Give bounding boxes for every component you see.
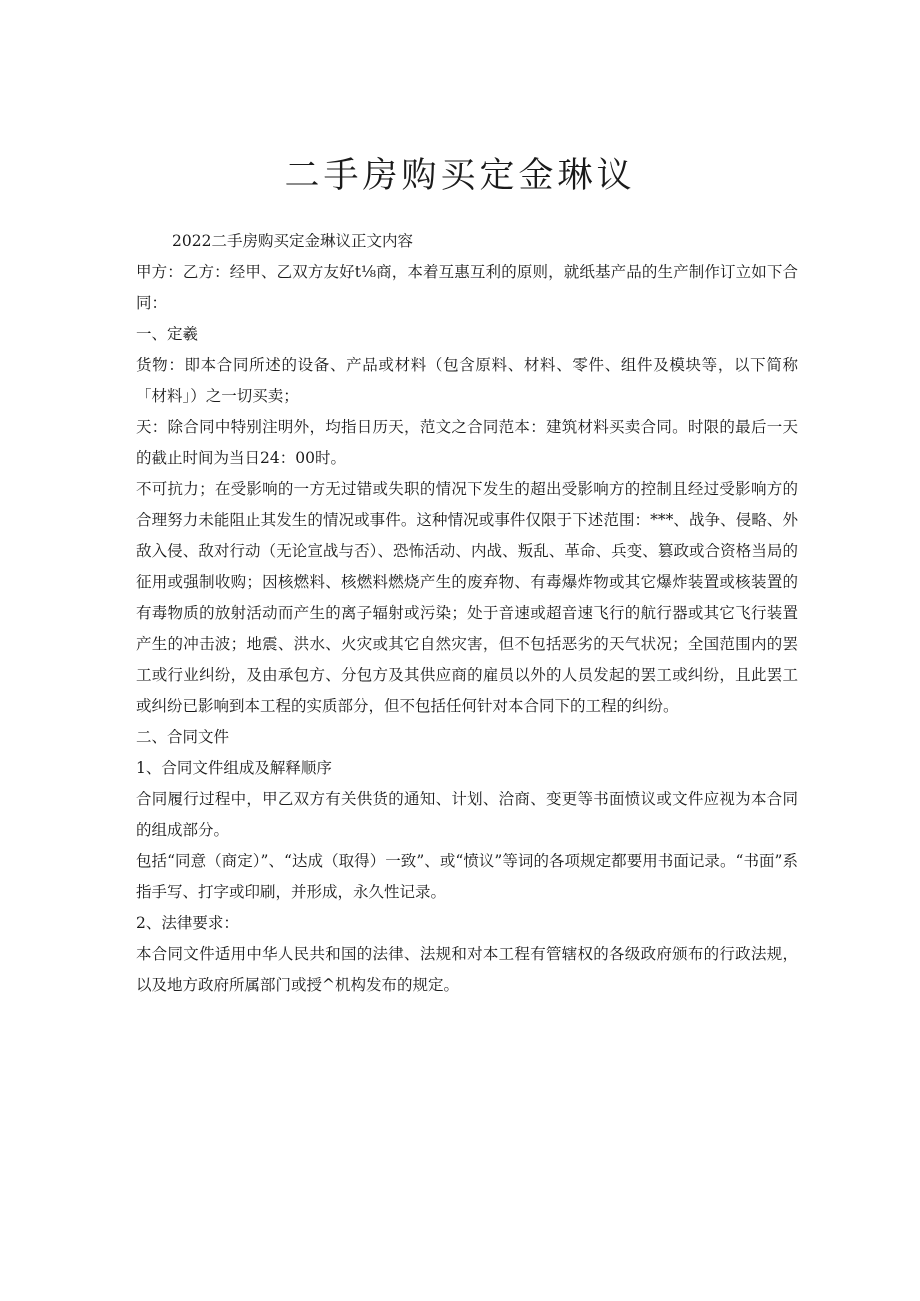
section-heading-definitions: 一、定羲	[136, 325, 199, 343]
definition-goods: 货物：即本合同所述的设备、产品或材料（包含原料、材料、零件、组件及模块等，以下简称「材料」）之一切买卖；	[136, 356, 798, 405]
legal-paragraph: 本合同文件适用中华人民共和国的法律、法规和对本工程有管辖权的各级政府颁布的行政法规，以及地方政府所属部门或授^机构发布的规定。	[136, 945, 798, 994]
definition-force-majeure: 不可抗力；在受影响的一方无过错或失职的情况下发生的超出受影响方的控制且经过受影响方的合理努力未能阻止其发生的情况或事件。这种情况或事件仅限于下述范围：***、战争、侵略、外敌入侵、敌对行动（无论宣战与否）、恐怖活动、内战、叛乱、革命、兵变、篡政或合资格当局的征用或强制收购；因核燃料、核燃料燃烧产生的废弃物、有毒爆炸物或其它爆炸装置或核装置的有毒物质的放射活动而产生的离子辐射或污染；处于音速或超音速飞行的航行器或其它飞行装置产生的冲击波；地震、洪水、火灾或其它自然灾害，但不包括恶劣的天气状况；全国范围内的罢工或行业纠纷，及由承包方、分包方及其供应商的雇员以外的人员发起的罢工或纠纷，且此罢工或纠纷已影响到本工程的实质部分，但不包括任何针对本合同下的工程的纠纷。	[136, 480, 798, 715]
document-body	[136, 226, 798, 1001]
parties-paragraph: 甲方：乙方：经甲、乙双方友好t⅛商，本着互惠互利的原则，就纸基产品的生产制作订立如下合同：	[136, 263, 798, 312]
composition-paragraph: 合同履行过程中，甲乙双方有关供货的通知、计划、洽商、变更等书面愤议或文件应视为本合同的组成部分。	[136, 790, 798, 839]
subsection-heading-legal: 2、法律要求：	[136, 914, 239, 932]
written-record-paragraph: 包括“同意（商定）”、“达成（取得）一致”、或“愤议”等词的各项规定都要用书面记录。“书面”系指手写、打字或印刷，并形成，永久性记录。	[136, 852, 798, 901]
intro-line: 2022二手房购买定金琳议正文内容	[172, 232, 413, 250]
subsection-heading-composition: 1、合同文件组成及解释顺序	[136, 759, 332, 777]
section-heading-contract-documents: 二、合同文件	[136, 728, 230, 746]
document-title: 二手房购买定金琳议	[284, 156, 636, 196]
definition-day: 天：除合同中特别注明外，均指日历天，范文之合同范本：建筑材料买卖合同。时限的最后一天的截止时间为当日24：00时。	[136, 418, 798, 467]
